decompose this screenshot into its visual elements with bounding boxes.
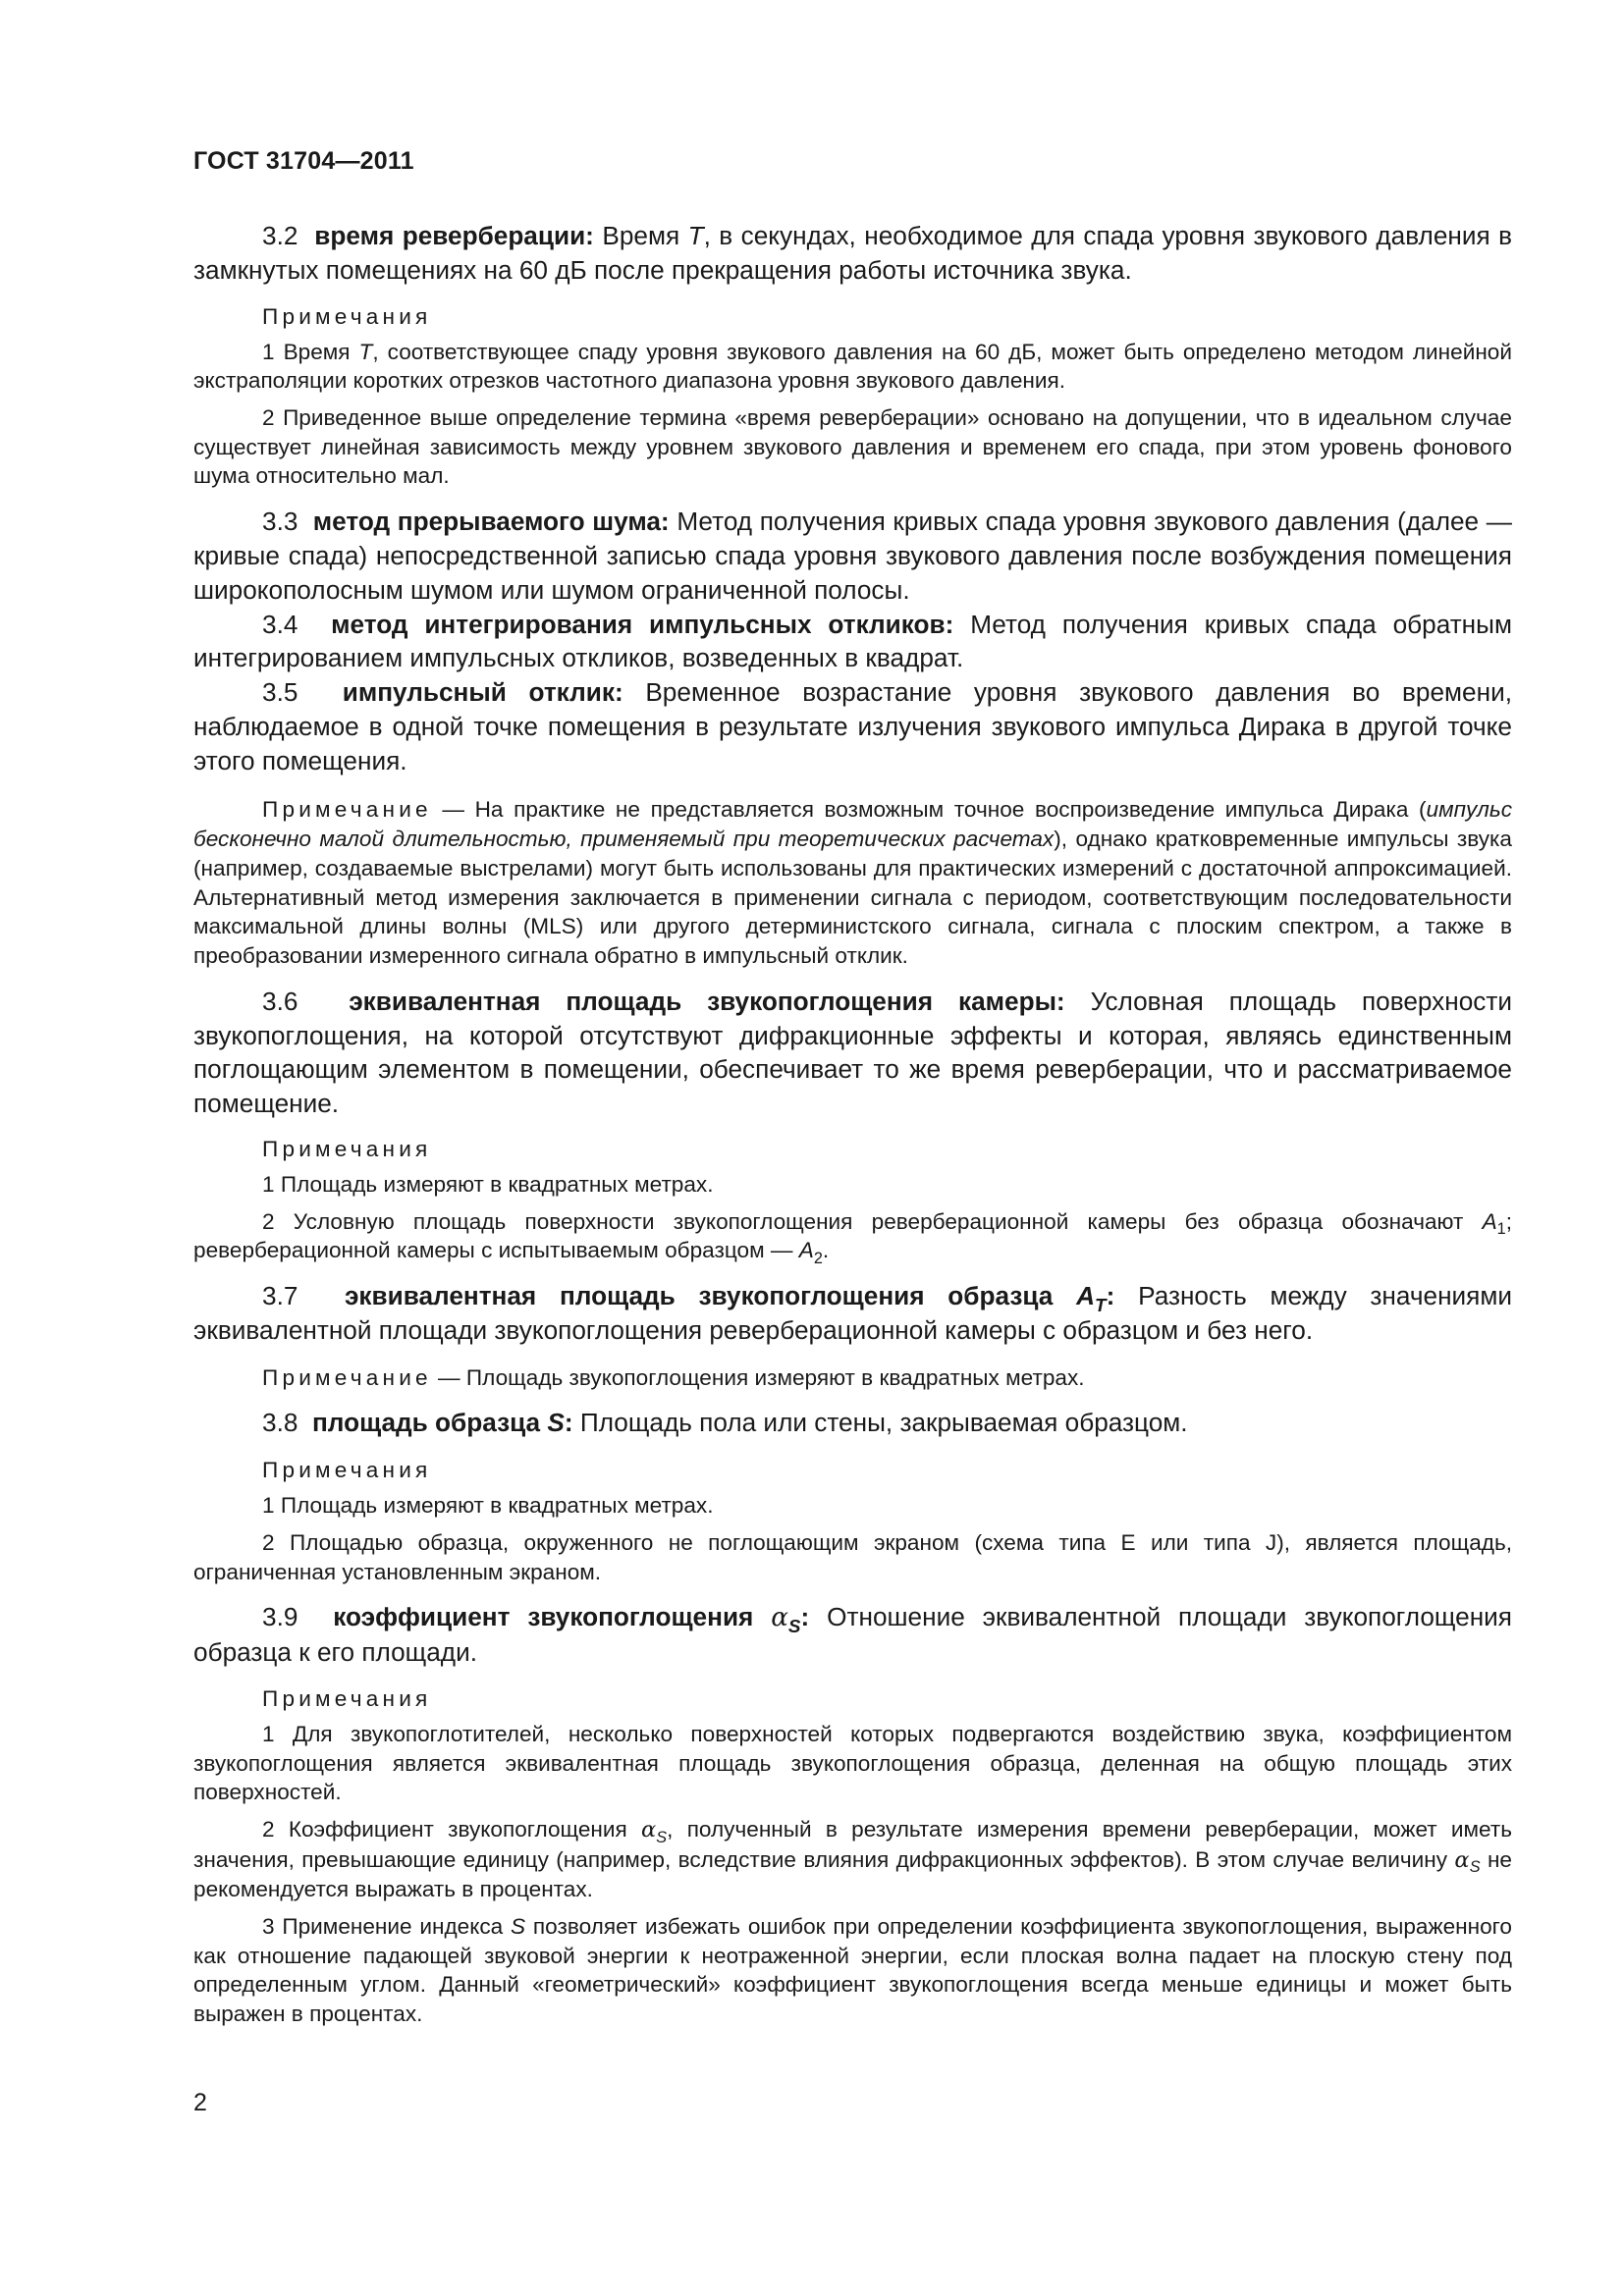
note-text: 2 Условную площадь поверхности звукопоглощения реверберационной камеры без образца обозначают <box>262 1208 1483 1234</box>
note-italic-text: импульс бесконечно малой длительностью, применяемый при теоретических расчетах <box>193 797 1512 852</box>
variable-s: S <box>547 1408 565 1438</box>
term-title-text: коэффициент звукопоглощения <box>333 1602 772 1632</box>
term-definition: Разность между значениями эквивалентной площади звукопоглощения реверберационной камеры с образцом и без него. <box>193 1281 1512 1345</box>
term-title <box>312 1408 573 1437</box>
term-definition: Отношение эквивалентной площади звукопоглощения образца к его площади. <box>193 1602 1512 1667</box>
notes-heading: Примечания <box>262 303 432 329</box>
note-text-cont: ; реверберационной камеры с испытываемым образцом — <box>193 1208 1512 1263</box>
term-number: 3.2 <box>262 221 298 250</box>
term-3-5 <box>193 675 1512 777</box>
term-definition: Метод получения кривых спада обратным интегрированием импульсных откликов, возведенных в квадрат. <box>193 609 1512 673</box>
term-number: 3.5 <box>262 677 298 708</box>
note-text-end: . <box>822 1238 830 1263</box>
term-title-text: эквивалентная площадь звукопоглощения образца <box>344 1281 1077 1310</box>
term-colon: : <box>1106 1281 1115 1310</box>
variable-a: A <box>798 1238 814 1263</box>
term-title: метод прерываемого шума: <box>312 507 670 537</box>
note-text: 1 Время <box>262 339 359 364</box>
variable-a: A <box>1076 1281 1096 1310</box>
alpha-symbol: α <box>771 1603 788 1633</box>
note-3-6-2 <box>193 1207 1512 1265</box>
term-title: метод интегрирования импульсных откликов: <box>331 609 954 639</box>
note-text-cont: ), однако кратковременные импульсы звука (например, создаваемые выстрелами) могут быть использованы для практических измерений с достаточной аппроксимацией. Альтернативный метод измерения заключается в применении сигнала с периодом, соответствующим последовательности максимальной длины волны (MLS) или другого детерминистского сигнала, сигнала с плоским спектром, а также в преобразовании измеренного сигнала обратно в импульсный отклик. <box>193 827 1512 968</box>
term-definition: Время <box>602 221 688 250</box>
note-text-cont: , полученный в результате измерения времени реверберации, может иметь значения, превышающие единицу (например, вследствие влияния дифракционных эффектов). В этом случае величину <box>193 1816 1512 1872</box>
note-label: Примечание <box>262 797 432 823</box>
term-title: импульсный отклик: <box>342 677 623 708</box>
note-text-cont: позволяет избежать ошибок при определении коэффициента звукопоглощения, выраженного как отношение падающей звуковой энергии к неотраженной энергии, если плоская волна падает на плоскую стену под определенным углом. Данный «геометрический» коэффициент звукопоглощения всегда меньше единицы и может быть выражен в процентах. <box>193 1914 1512 2027</box>
subscript: S <box>656 1828 668 1846</box>
term-3-4 <box>193 608 1512 676</box>
term-title <box>333 1602 810 1636</box>
note-3-2-2: 2 Приведенное выше определение термина «время реверберации» основано на допущении, что в идеальном случае существует линейная зависимость между уровнем звукового давления и временем его спада, при этом уровень фонового шума относительно мал. <box>193 405 1512 489</box>
subscript: S <box>1469 1858 1481 1877</box>
note-3-7 <box>193 1363 1512 1393</box>
note-label: Примечание <box>262 1364 432 1390</box>
note-3-9-2 <box>193 1815 1512 1904</box>
term-number: 3.9 <box>262 1602 298 1632</box>
term-number: 3.4 <box>262 609 298 639</box>
notes-heading: Примечания <box>262 1685 432 1711</box>
term-definition: Площадь пола или стены, закрываемая образцом. <box>579 1408 1188 1438</box>
notes-heading: Примечания <box>262 1136 432 1161</box>
term-number: 3.8 <box>262 1408 298 1438</box>
term-3-6 <box>193 985 1512 1121</box>
note-text-cont: , соответствующее спаду уровня звукового давления на 60 дБ, может быть определено методом линейной экстраполяции коротких отрезков частотного диапазона уровня звукового давления. <box>193 339 1512 394</box>
note-3-6-1: 1 Площадь измеряют в квадратных метрах. <box>262 1171 714 1197</box>
document-body <box>193 219 1512 2029</box>
variable-s: S <box>511 1914 526 1940</box>
term-definition: Временное возрастание уровня звукового давления во времени, наблюдаемое в одной точке помещения в результате излучения звукового импульса Дирака в другой точке этого помещения. <box>193 677 1512 775</box>
term-colon: : <box>564 1408 573 1438</box>
term-title-text: площадь образца <box>311 1408 548 1438</box>
note-3-9-1: 1 Для звукопоглотителей, несколько поверхностей которых подвергаются воздействию звука, коэффициентом звукопоглощения является эквивалентная площадь звукопоглощения образца, деленная на общую площадь этих поверхностей. <box>193 1721 1512 1805</box>
note-text: — На практике не представляется возможным точное воспроизведение импульса Дирака ( <box>431 797 1427 823</box>
subscript: 1 <box>1496 1220 1506 1239</box>
note-3-2-1 <box>193 338 1512 396</box>
note-3-5 <box>193 795 1512 970</box>
note-3-8-1: 1 Площадь измеряют в квадратных метрах. <box>262 1493 714 1519</box>
note-text: 3 Применение индекса <box>262 1914 512 1940</box>
page-number: 2 <box>193 2089 207 2116</box>
term-definition-cont: , в секундах, необходимое для спада уровня звукового давления в замкнутых помещениях на 60 дБ после прекращения работы источника звука. <box>193 221 1513 285</box>
variable-a: A <box>1482 1208 1497 1234</box>
term-3-2 <box>193 219 1512 288</box>
subscript: 2 <box>813 1249 823 1267</box>
subscript: S <box>787 1615 801 1636</box>
note-text: 2 Коэффициент звукопоглощения <box>262 1816 642 1842</box>
variable-t: T <box>687 221 704 250</box>
term-number: 3.7 <box>262 1281 298 1310</box>
note-3-9-3 <box>193 1912 1512 2029</box>
note-text: — Площадь звукопоглощения измеряют в квадратных метрах. <box>431 1364 1085 1390</box>
alpha-symbol: α <box>1454 1846 1470 1873</box>
term-3-9 <box>193 1600 1512 1670</box>
term-definition: Условная площадь поверхности звукопоглощения, на которой отсутствуют дифракционные эффекты и которая, являясь единственным поглощающим элементом в помещении, обеспечивает то же время реверберации, что и рассматриваемое помещение. <box>193 986 1512 1119</box>
term-title <box>344 1281 1115 1315</box>
document-header: ГОСТ 31704—2011 <box>193 147 414 175</box>
term-3-7 <box>193 1279 1512 1348</box>
term-3-3 <box>193 505 1512 607</box>
note-text-end: не рекомендуется выражать в процентах. <box>193 1846 1512 1902</box>
variable-t: T <box>358 339 373 364</box>
term-title: время реверберации: <box>314 221 594 250</box>
term-number: 3.3 <box>262 507 298 537</box>
note-3-8-2: 2 Площадью образца, окруженного не поглощающим экраном (схема типа E или типа J), является площадь, ограниченная установленным экраном. <box>193 1529 1512 1584</box>
term-colon: : <box>800 1602 810 1632</box>
term-number: 3.6 <box>262 986 298 1016</box>
term-3-8 <box>193 1406 1512 1440</box>
notes-heading: Примечания <box>262 1458 432 1483</box>
term-definition: Метод получения кривых спада уровня звукового давления (далее — кривые спада) непосредственной записью спада уровня звукового давления после возбуждения помещения широкополосным шумом или шумом ограниченной полосы. <box>193 507 1512 605</box>
alpha-symbol: α <box>641 1816 657 1842</box>
subscript: T <box>1095 1294 1107 1315</box>
term-title: эквивалентная площадь звукопоглощения камеры: <box>349 986 1065 1016</box>
